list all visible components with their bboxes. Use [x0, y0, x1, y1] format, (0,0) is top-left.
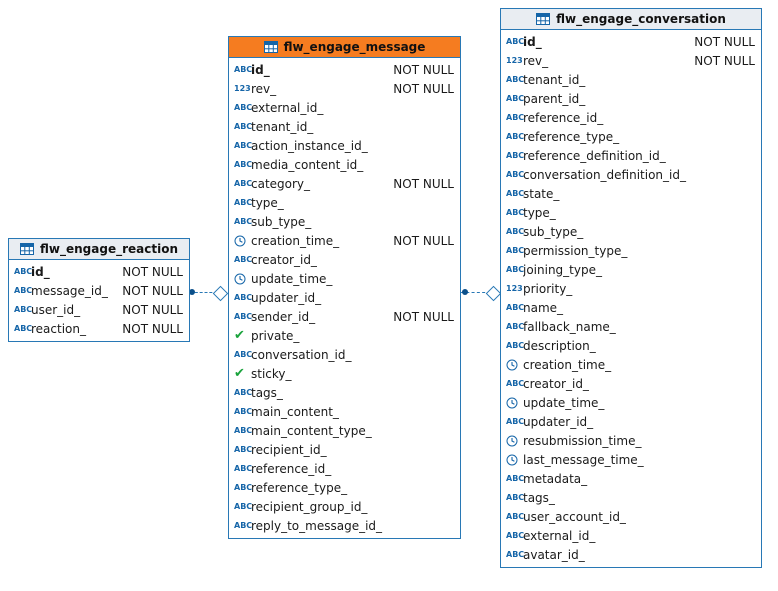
abc-icon: ABC [234, 103, 253, 112]
table-row[interactable] [501, 336, 761, 355]
column-name: id_ [31, 264, 50, 279]
column-name: tags_ [523, 490, 555, 505]
table-row[interactable] [229, 79, 460, 98]
table-row[interactable] [501, 507, 761, 526]
table-row[interactable] [229, 60, 460, 79]
column-name: sender_id_ [251, 309, 316, 324]
abc-icon: ABC [234, 198, 253, 207]
column-name: reference_id_ [523, 110, 604, 125]
abc-icon: ABC [506, 94, 525, 103]
table-row[interactable] [501, 469, 761, 488]
table-row[interactable] [229, 269, 460, 288]
column-constraint: NOT NULL [393, 62, 454, 77]
table-row[interactable] [229, 402, 460, 421]
column-name: state_ [523, 186, 560, 201]
column-name: tenant_id_ [523, 72, 586, 87]
abc-icon: ABC [506, 341, 525, 350]
column-name: type_ [523, 205, 556, 220]
column-name: reference_id_ [251, 461, 332, 476]
abc-icon: ABC [506, 37, 525, 46]
table-header[interactable] [501, 9, 761, 30]
column-list [9, 260, 189, 341]
column-name: type_ [251, 195, 284, 210]
abc-icon: ABC [234, 141, 253, 150]
table-row[interactable] [501, 450, 761, 469]
table-row[interactable] [501, 545, 761, 564]
table-title: flw_engage_reaction [40, 242, 178, 256]
number-icon: 123 [506, 56, 523, 65]
column-constraint: NOT NULL [393, 81, 454, 96]
column-name: user_id_ [31, 302, 81, 317]
column-name: updater_id_ [523, 414, 594, 429]
table-row[interactable] [229, 231, 460, 250]
abc-icon: ABC [14, 324, 33, 333]
column-name: reference_type_ [251, 480, 348, 495]
abc-icon: ABC [234, 388, 253, 397]
abc-icon: ABC [506, 151, 525, 160]
column-name: creator_id_ [251, 252, 317, 267]
abc-icon: ABC [506, 170, 525, 179]
table-title: flw_engage_conversation [556, 12, 726, 26]
table-row[interactable] [501, 165, 761, 184]
table-row[interactable] [229, 212, 460, 231]
abc-icon: ABC [234, 179, 253, 188]
column-name: creation_time_ [251, 233, 340, 248]
column-name: updater_id_ [251, 290, 322, 305]
column-name: main_content_ [251, 404, 339, 419]
column-name: creator_id_ [523, 376, 589, 391]
table-row[interactable] [229, 250, 460, 269]
column-name: description_ [523, 338, 596, 353]
table-icon [536, 13, 550, 25]
column-name: creation_time_ [523, 357, 612, 372]
abc-icon: ABC [506, 550, 525, 559]
column-name: resubmission_time_ [523, 433, 642, 448]
abc-icon: ABC [506, 75, 525, 84]
table-row[interactable] [501, 526, 761, 545]
table-row[interactable] [501, 89, 761, 108]
column-name: sticky_ [251, 366, 292, 381]
abc-icon: ABC [506, 322, 525, 331]
table-row[interactable] [229, 516, 460, 535]
column-name: name_ [523, 300, 564, 315]
table-row[interactable] [229, 497, 460, 516]
column-name: update_time_ [523, 395, 605, 410]
clock-icon [506, 435, 523, 447]
table-row[interactable] [501, 317, 761, 336]
abc-icon: ABC [506, 113, 525, 122]
table-row[interactable] [501, 241, 761, 260]
clock-icon [506, 397, 523, 409]
abc-icon: ABC [14, 286, 33, 295]
column-name: reference_type_ [523, 129, 620, 144]
table-row[interactable] [501, 146, 761, 165]
abc-icon: ABC [506, 246, 525, 255]
table-row[interactable] [9, 300, 189, 319]
abc-icon: ABC [506, 132, 525, 141]
table-flw_engage_conversation[interactable] [500, 8, 762, 568]
table-header[interactable] [229, 37, 460, 58]
column-constraint: NOT NULL [393, 233, 454, 248]
abc-icon: ABC [234, 426, 253, 435]
abc-icon: ABC [234, 312, 253, 321]
column-name: rev_ [523, 53, 549, 68]
table-row[interactable] [501, 488, 761, 507]
table-row[interactable] [229, 459, 460, 478]
table-flw_engage_message[interactable] [228, 36, 461, 539]
column-name: avatar_id_ [523, 547, 585, 562]
table-row[interactable] [9, 281, 189, 300]
abc-icon: ABC [234, 521, 253, 530]
table-row[interactable] [229, 345, 460, 364]
abc-icon: ABC [234, 160, 253, 169]
column-name: conversation_definition_id_ [523, 167, 686, 182]
table-row[interactable] [501, 127, 761, 146]
column-name: recipient_group_id_ [251, 499, 368, 514]
abc-icon: ABC [234, 217, 253, 226]
table-row[interactable] [501, 203, 761, 222]
table-row[interactable] [9, 262, 189, 281]
column-constraint: NOT NULL [122, 302, 183, 317]
column-constraint: NOT NULL [122, 321, 183, 336]
abc-icon: ABC [506, 208, 525, 217]
table-row[interactable] [229, 383, 460, 402]
table-row[interactable] [229, 478, 460, 497]
column-name: user_account_id_ [523, 509, 626, 524]
column-constraint: NOT NULL [122, 264, 183, 279]
table-row[interactable] [501, 279, 761, 298]
abc-icon: ABC [234, 407, 253, 416]
abc-icon: ABC [506, 379, 525, 388]
column-name: reference_definition_id_ [523, 148, 666, 163]
abc-icon: ABC [234, 445, 253, 454]
table-row[interactable] [229, 98, 460, 117]
column-name: update_time_ [251, 271, 333, 286]
column-name: tenant_id_ [251, 119, 314, 134]
table-row[interactable] [9, 319, 189, 338]
column-name: message_id_ [31, 283, 108, 298]
column-name: permission_type_ [523, 243, 628, 258]
number-icon: 123 [506, 284, 523, 293]
column-constraint: NOT NULL [122, 283, 183, 298]
column-constraint: NOT NULL [694, 34, 755, 49]
table-icon [264, 41, 278, 53]
abc-icon: ABC [506, 417, 525, 426]
column-name: rev_ [251, 81, 277, 96]
check-icon: ✔ [234, 328, 245, 343]
table-title: flw_engage_message [283, 40, 426, 54]
column-constraint: NOT NULL [393, 309, 454, 324]
clock-icon [506, 454, 523, 466]
relationship-endpoint-diamond [213, 286, 229, 302]
column-name: parent_id_ [523, 91, 586, 106]
table-row[interactable] [501, 374, 761, 393]
abc-icon: ABC [506, 493, 525, 502]
table-header[interactable] [9, 239, 189, 260]
abc-icon: ABC [234, 293, 253, 302]
table-row[interactable] [229, 288, 460, 307]
check-icon: ✔ [234, 366, 245, 381]
table-row[interactable] [501, 51, 761, 70]
table-row[interactable] [501, 431, 761, 450]
column-name: sub_type_ [523, 224, 584, 239]
table-row[interactable] [229, 364, 460, 383]
abc-icon: ABC [234, 350, 253, 359]
table-row[interactable] [229, 193, 460, 212]
abc-icon: ABC [506, 265, 525, 274]
column-name: id_ [251, 62, 270, 77]
table-row[interactable] [229, 421, 460, 440]
column-constraint: NOT NULL [393, 176, 454, 191]
column-name: id_ [523, 34, 542, 49]
column-name: metadata_ [523, 471, 588, 486]
clock-icon [234, 273, 251, 285]
column-name: main_content_type_ [251, 423, 372, 438]
abc-icon: ABC [506, 303, 525, 312]
column-name: action_instance_id_ [251, 138, 368, 153]
abc-icon: ABC [234, 65, 253, 74]
column-name: external_id_ [523, 528, 596, 543]
abc-icon: ABC [234, 122, 253, 131]
abc-icon: ABC [506, 227, 525, 236]
column-name: media_content_id_ [251, 157, 364, 172]
abc-icon: ABC [14, 267, 33, 276]
abc-icon: ABC [506, 512, 525, 521]
table-row[interactable] [229, 440, 460, 459]
column-name: private_ [251, 328, 300, 343]
column-name: category_ [251, 176, 311, 191]
table-row[interactable] [501, 412, 761, 431]
table-row[interactable] [501, 32, 761, 51]
column-name: recipient_id_ [251, 442, 327, 457]
table-flw_engage_reaction[interactable] [8, 238, 190, 342]
column-name: sub_type_ [251, 214, 312, 229]
number-icon: 123 [234, 84, 251, 93]
table-row[interactable] [501, 355, 761, 374]
table-icon [20, 243, 34, 255]
abc-icon: ABC [14, 305, 33, 314]
abc-icon: ABC [234, 483, 253, 492]
table-row[interactable] [501, 184, 761, 203]
table-row[interactable] [229, 326, 460, 345]
column-name: priority_ [523, 281, 573, 296]
clock-icon [234, 235, 251, 247]
table-row[interactable] [501, 260, 761, 279]
table-row[interactable] [501, 108, 761, 127]
table-row[interactable] [229, 155, 460, 174]
table-row[interactable] [501, 70, 761, 89]
column-constraint: NOT NULL [694, 53, 755, 68]
abc-icon: ABC [234, 502, 253, 511]
column-name: tags_ [251, 385, 283, 400]
relationship-endpoint-dot [462, 289, 468, 295]
table-row[interactable] [501, 222, 761, 241]
abc-icon: ABC [506, 189, 525, 198]
column-name: conversation_id_ [251, 347, 352, 362]
column-name: fallback_name_ [523, 319, 616, 334]
relationship-endpoint-diamond [486, 286, 502, 302]
column-list [229, 58, 460, 538]
table-row[interactable] [229, 117, 460, 136]
column-name: external_id_ [251, 100, 324, 115]
column-name: reply_to_message_id_ [251, 518, 383, 533]
clock-icon [506, 359, 523, 371]
table-row[interactable] [229, 136, 460, 155]
table-row[interactable] [501, 298, 761, 317]
table-row[interactable] [229, 174, 460, 193]
column-name: joining_type_ [523, 262, 602, 277]
table-row[interactable] [229, 307, 460, 326]
abc-icon: ABC [234, 464, 253, 473]
table-row[interactable] [501, 393, 761, 412]
column-list [501, 30, 761, 567]
column-name: last_message_time_ [523, 452, 644, 467]
abc-icon: ABC [506, 474, 525, 483]
abc-icon: ABC [506, 531, 525, 540]
column-name: reaction_ [31, 321, 86, 336]
abc-icon: ABC [234, 255, 253, 264]
